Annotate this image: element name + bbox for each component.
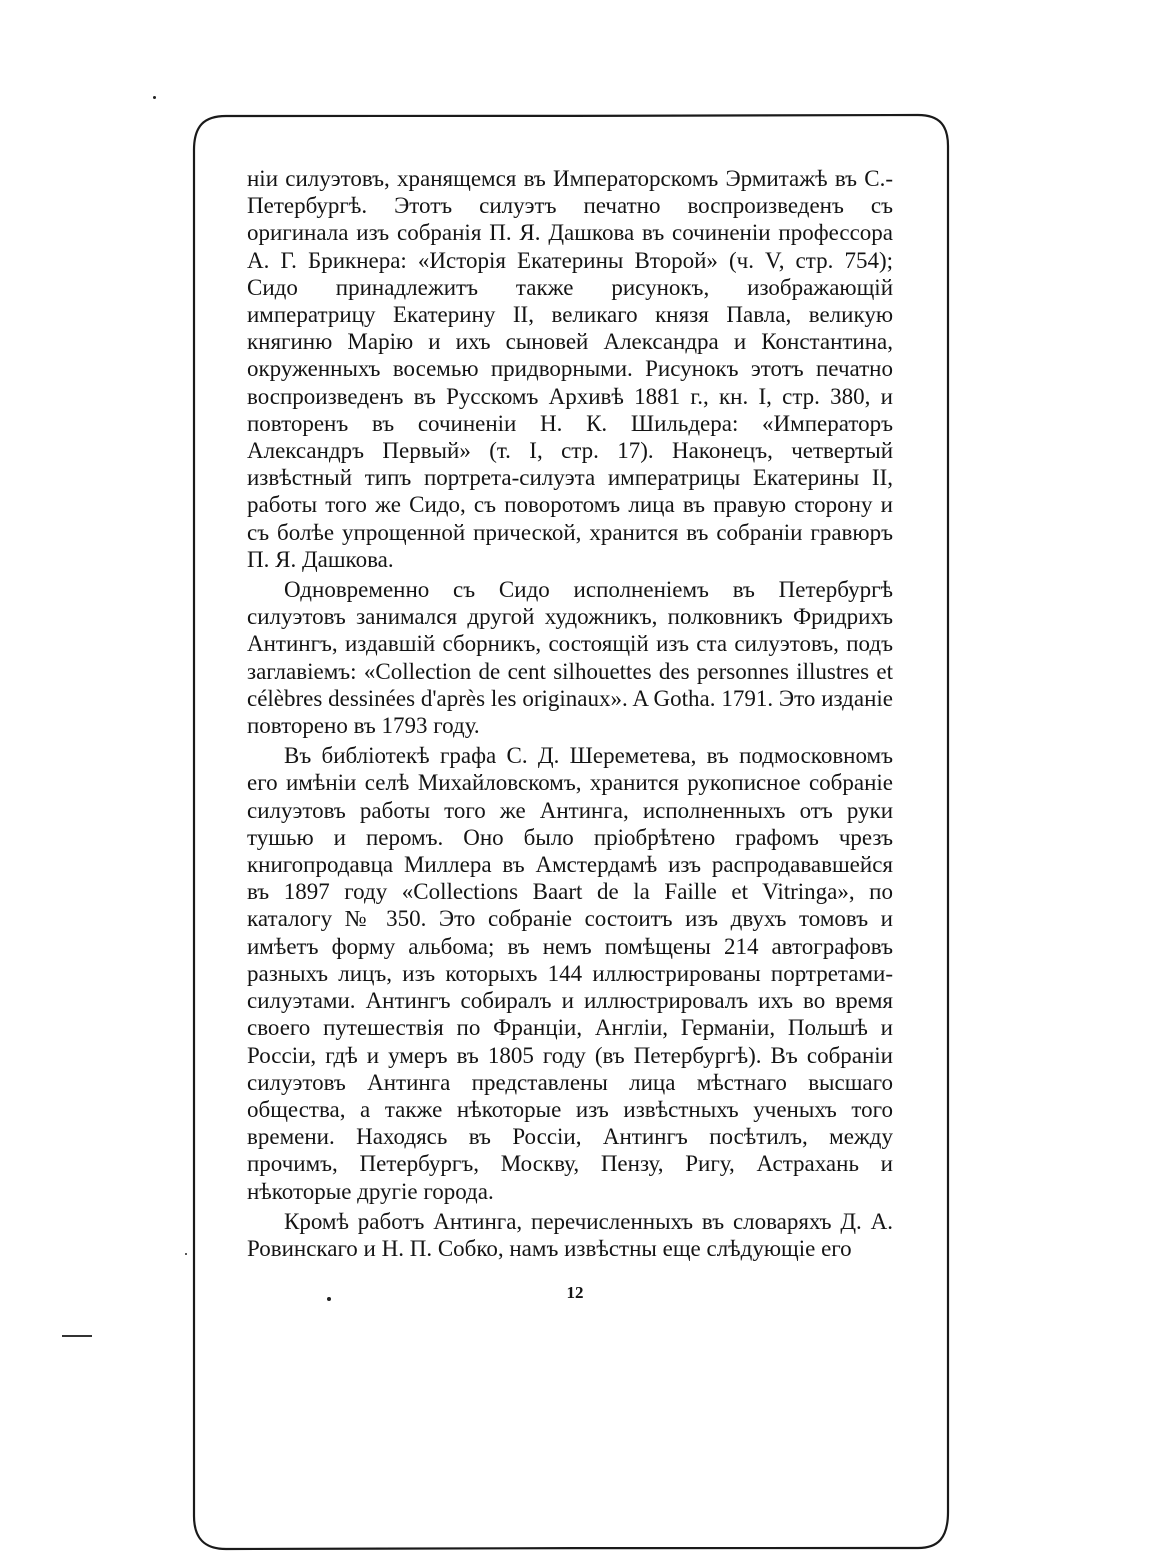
body-text bbox=[247, 165, 893, 1262]
margin-mark bbox=[62, 1335, 92, 1337]
paragraph-1: ніи силуэтовъ, хранящемся въ Императорскомъ Эрмитажѣ въ С.-Петербургѣ. Этотъ силуэтъ печатно воспроизведенъ съ оригинала изъ собранія П. Я. Дашкова въ сочиненіи профессора А. Г. Брикнера: «Исторія Екатерины Второй» (ч. V, стр. 754); Сидо принадлежитъ также рисунокъ, изображающій императрицу Екатерину II, великаго князя Павла, великую княгиню Марію и ихъ сыновей Александра и Константина, окруженныхъ восемью придворными. Рисунокъ этотъ печатно воспроизведенъ въ Русскомъ Архивѣ 1881 г., кн. I, стр. 380, и повторенъ въ сочиненіи Н. К. Шильдера: «Императоръ Александръ Первый» (т. I, стр. 17). Наконецъ, четвертый извѣстный типъ портрета-силуэта императрицы Екатерины II, работы того же Сидо, съ поворотомъ лица въ правую сторону и съ болѣе упрощенной прической, хранится въ собраніи гравюръ П. Я. Дашкова. bbox=[247, 166, 893, 572]
paragraph-2: Одновременно съ Сидо исполненіемъ въ Петербургѣ силуэтовъ занимался другой художникъ, полковникъ Фридрихъ Антингъ, издавшій сборникъ, состоящій изъ ста силуэтовъ, подъ заглавіемъ: «Collection de cent silhouettes des personnes illustres et célèbres dessinées d'après les originaux». A Gotha. 1791. Это изданіе повторено въ 1793 году. bbox=[247, 577, 893, 739]
scan-speck bbox=[153, 96, 156, 99]
page-number: 12 bbox=[566, 1283, 584, 1302]
scan-speck bbox=[185, 1253, 187, 1255]
paragraph-4: Кромѣ работъ Антинга, перечисленныхъ въ словаряхъ Д. А. Ровинскаго и Н. П. Собко, намъ извѣстны еще слѣдующіе его bbox=[247, 1208, 893, 1261]
scan-speck bbox=[327, 1297, 331, 1301]
paragraph-3: Въ библіотекѣ графа С. Д. Шереметева, въ подмосковномъ его имѣніи селѣ Михайловскомъ, хранится рукописное собраніе силуэтовъ работы того же Антинга, исполненныхъ отъ руки тушью и перомъ. Оно было пріобрѣтено графомъ чрезъ книгопродавца Миллера въ Амстердамѣ изъ распродававшейся въ 1897 году «Collections Baart de la Faille et Vitringa», по каталогу № 350. Это собраніе состоитъ изъ двухъ томовъ и имѣетъ форму альбома; въ немъ помѣщены 214 автографовъ разныхъ лицъ, изъ которыхъ 144 иллюстрированы портретами-силуэтами. Антингъ собиралъ и иллюстрировалъ ихъ во время своего путешествія по Франціи, Англіи, Германіи, Польшѣ и Россіи, гдѣ и умеръ въ 1805 году (въ Петербургѣ). Въ собраніи силуэтовъ Антинга представлены лица мѣстнаго высшаго общества, а также нѣкоторые изъ извѣстныхъ ученыхъ того времени. Находясь въ Россіи, Антингъ посѣтилъ, между прочимъ, Петербургъ, Москву, Пензу, Ригу, Астрахань и нѣкоторые другіе города. bbox=[247, 743, 893, 1204]
